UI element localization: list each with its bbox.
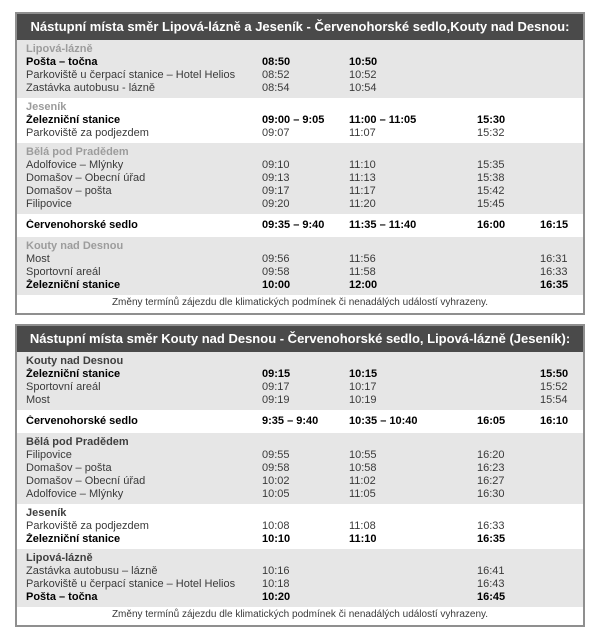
departure-time: 09:58 (262, 462, 290, 474)
departure-time: 15:54 (540, 394, 568, 406)
departure-time: 11:10 (349, 159, 376, 171)
departure-time: 11:56 (349, 253, 376, 265)
stop-section (17, 98, 583, 143)
stop-name: Červenohorské sedlo (26, 415, 138, 427)
departure-time: 08:50 (262, 56, 291, 68)
departure-time: 16:43 (477, 578, 505, 590)
departure-time: 16:23 (477, 462, 505, 474)
stop-name: Pošta – točna (26, 591, 98, 603)
departure-time: 16:31 (540, 253, 568, 265)
stop-name: Adolfovice – Mlýnky (26, 159, 124, 171)
summit-highlight-section (17, 410, 583, 433)
departure-time: 09:58 (262, 266, 290, 278)
stop-name: Adolfovice – Mlýnky (26, 488, 124, 500)
departure-time-empty (540, 475, 583, 488)
stop-name: Most (26, 394, 50, 406)
table2-title: Nástupní místa směr Kouty nad Desnou - Červenohorské sedlo, Lipová-lázně (Jeseník): (17, 326, 583, 352)
timetable-row (17, 462, 583, 475)
departure-time-empty (540, 520, 583, 533)
timetable-row (17, 591, 583, 604)
departure-time: 11:20 (349, 198, 376, 210)
stop-name: Železniční stanice (26, 114, 121, 126)
departure-time: 08:54 (262, 82, 290, 94)
departure-time: 11:07 (349, 127, 376, 139)
stop-name: Parkoviště u čerpací stanice – Hotel Helios (26, 69, 236, 81)
departure-time: 11:58 (349, 266, 376, 278)
departure-time: 09:19 (262, 394, 290, 406)
stop-name: Železniční stanice (26, 368, 121, 380)
timetable-row (17, 69, 583, 82)
departure-time: 11:00 – 11:05 (349, 114, 417, 126)
departure-time: 10:50 (349, 56, 378, 68)
stop-name: Domašov – pošta (26, 462, 112, 474)
departure-time: 11:13 (349, 172, 376, 184)
section-heading: Lipová-lázně (26, 552, 93, 564)
departure-time: 15:30 (477, 114, 506, 126)
table1-body (17, 40, 583, 295)
departure-time: 9:35 – 9:40 (262, 415, 319, 427)
timetable-row (17, 56, 583, 69)
departure-time-empty (540, 488, 583, 501)
timetable-row (17, 410, 583, 433)
departure-time: 11:35 – 11:40 (349, 219, 417, 231)
stop-name: Filipovice (26, 449, 72, 461)
departure-time: 10:05 (262, 488, 290, 500)
stop-section (17, 504, 583, 549)
timetable-row (17, 82, 583, 95)
departure-time-empty (477, 253, 540, 266)
departure-time: 09:20 (262, 198, 290, 210)
departure-time: 11:17 (349, 185, 376, 197)
departure-time: 10:35 – 10:40 (349, 415, 418, 427)
departure-time: 09:55 (262, 449, 290, 461)
timetable-direction-1 (15, 12, 585, 315)
stop-name: Zastávka autobusu – lázně (26, 565, 158, 577)
timetable-row (17, 172, 583, 185)
departure-time: 16:33 (540, 266, 568, 278)
departure-time: 10:08 (262, 520, 290, 532)
stop-name: Domašov – Obecní úřad (26, 172, 146, 184)
departure-time-empty (477, 56, 540, 69)
table1-title: Nástupní místa směr Lipová-lázně a Jeseník - Červenohorské sedlo,Kouty nad Desnou: (17, 14, 583, 40)
stop-name: Parkoviště za podjezdem (26, 127, 149, 139)
departure-time: 15:32 (477, 127, 505, 139)
departure-time-empty (540, 69, 583, 82)
timetable-row (17, 520, 583, 533)
departure-time-empty (540, 82, 583, 95)
departure-time: 09:00 – 9:05 (262, 114, 325, 126)
timetable-row (17, 198, 583, 211)
departure-time: 10:54 (349, 82, 377, 94)
departure-time: 10:17 (349, 381, 377, 393)
departure-time: 16:20 (477, 449, 505, 461)
departure-time-empty (477, 266, 540, 279)
departure-time-empty (540, 533, 583, 546)
table2-body (17, 352, 583, 607)
section-heading: Jeseník (26, 507, 67, 519)
departure-time-empty (540, 449, 583, 462)
timetable-row (17, 394, 583, 407)
timetable-row (17, 449, 583, 462)
departure-time: 16:35 (540, 279, 569, 291)
departure-time: 10:19 (349, 394, 377, 406)
departure-time: 10:15 (349, 368, 378, 380)
departure-time-empty (477, 279, 540, 292)
stop-name: Parkoviště u čerpací stanice – Hotel Helios (26, 578, 236, 590)
departure-time: 16:41 (477, 565, 505, 577)
timetable-row (17, 533, 583, 546)
departure-time-empty (540, 565, 583, 578)
timetable-row (17, 253, 583, 266)
departure-time-empty (477, 69, 540, 82)
departure-time: 09:10 (262, 159, 290, 171)
summit-highlight-section (17, 214, 583, 237)
departure-time-empty (540, 462, 583, 475)
stop-section (17, 237, 583, 295)
stop-name: Domašov – pošta (26, 185, 112, 197)
departure-time: 16:27 (477, 475, 505, 487)
stop-section (17, 433, 583, 504)
departure-time: 08:52 (262, 69, 290, 81)
departure-time: 11:05 (349, 488, 376, 500)
timetable-row (17, 114, 583, 127)
timetable-row (17, 127, 583, 140)
departure-time: 16:10 (540, 415, 569, 427)
departure-time-empty (477, 381, 540, 394)
departure-time: 10:55 (349, 449, 377, 461)
timetable-row (17, 381, 583, 394)
departure-time: 15:50 (540, 368, 569, 380)
stop-name: Zastávka autobusu - lázně (26, 82, 156, 94)
departure-time-empty (540, 159, 583, 172)
departure-time: 10:20 (262, 591, 291, 603)
stop-section (17, 40, 583, 98)
stop-name: Most (26, 253, 50, 265)
stop-name: Domašov – Obecní úřad (26, 475, 146, 487)
stop-name: Filipovice (26, 198, 72, 210)
departure-time: 11:02 (349, 475, 376, 487)
section-heading: Bělá pod Pradědem (26, 146, 129, 158)
departure-time: 16:35 (477, 533, 506, 545)
departure-time-empty (349, 565, 477, 578)
departure-time-empty (540, 114, 583, 127)
stop-name: Červenohorské sedlo (26, 219, 138, 231)
departure-time-empty (349, 578, 477, 591)
departure-time-empty (477, 394, 540, 407)
timetable-row (17, 185, 583, 198)
departure-time: 10:16 (262, 565, 290, 577)
departure-time: 09:56 (262, 253, 290, 265)
timetable-row (17, 565, 583, 578)
departure-time: 10:10 (262, 533, 291, 545)
timetable-row (17, 475, 583, 488)
departure-time: 15:38 (477, 172, 505, 184)
departure-time: 16:45 (477, 591, 506, 603)
departure-time-empty (540, 591, 583, 604)
departure-time-empty (477, 368, 540, 381)
timetable-row (17, 266, 583, 279)
departure-time-empty (540, 578, 583, 591)
departure-time: 11:08 (349, 520, 376, 532)
stop-section (17, 549, 583, 607)
departure-time: 09:17 (262, 381, 290, 393)
timetable-row (17, 368, 583, 381)
departure-time-empty (540, 172, 583, 185)
departure-time: 15:35 (477, 159, 505, 171)
departure-time-empty (477, 82, 540, 95)
departure-time: 11:10 (349, 533, 377, 545)
departure-time: 10:52 (349, 69, 377, 81)
departure-time: 15:52 (540, 381, 568, 393)
table1-footnote: Změny termínů zájezdu dle klimatických podmínek či nenadálých událostí vyhrazeny. (17, 295, 583, 313)
departure-time: 09:35 – 9:40 (262, 219, 325, 231)
departure-time: 09:07 (262, 127, 290, 139)
departure-time: 10:18 (262, 578, 290, 590)
departure-time: 10:02 (262, 475, 290, 487)
section-heading: Bělá pod Pradědem (26, 436, 129, 448)
stop-name: Železniční stanice (26, 279, 121, 291)
stop-section (17, 352, 583, 410)
section-heading: Kouty nad Desnou (26, 355, 124, 367)
departure-time: 15:45 (477, 198, 505, 210)
departure-time-empty (540, 198, 583, 211)
stop-name: Sportovní areál (26, 381, 101, 393)
departure-time: 16:30 (477, 488, 505, 500)
stop-name: Železniční stanice (26, 533, 121, 545)
section-heading: Kouty nad Desnou (26, 240, 124, 252)
departure-time: 16:00 (477, 219, 506, 231)
timetable-direction-2 (15, 324, 585, 627)
timetable-row (17, 578, 583, 591)
departure-time: 09:13 (262, 172, 290, 184)
timetable-row (17, 214, 583, 237)
departure-time: 16:05 (477, 415, 506, 427)
departure-time: 16:15 (540, 219, 569, 231)
stop-name: Parkoviště za podjezdem (26, 520, 149, 532)
departure-time: 15:42 (477, 185, 505, 197)
stop-name: Pošta – točna (26, 56, 98, 68)
departure-time-empty (349, 591, 477, 604)
stop-name: Sportovní areál (26, 266, 101, 278)
departure-time-empty (540, 127, 583, 140)
timetable-row (17, 159, 583, 172)
departure-time-empty (540, 185, 583, 198)
departure-time: 10:00 (262, 279, 291, 291)
table2-footnote: Změny termínů zájezdu dle klimatických podmínek či nenadálých událostí vyhrazeny. (17, 607, 583, 625)
stop-section (17, 143, 583, 214)
section-heading: Lipová-lázně (26, 43, 93, 55)
departure-time: 16:33 (477, 520, 505, 532)
section-heading: Jeseník (26, 101, 67, 113)
timetable-row (17, 279, 583, 292)
timetable-row (17, 488, 583, 501)
departure-time-empty (540, 56, 583, 69)
departure-time: 10:58 (349, 462, 377, 474)
departure-time: 12:00 (349, 279, 378, 291)
departure-time: 09:15 (262, 368, 291, 380)
departure-time: 09:17 (262, 185, 290, 197)
